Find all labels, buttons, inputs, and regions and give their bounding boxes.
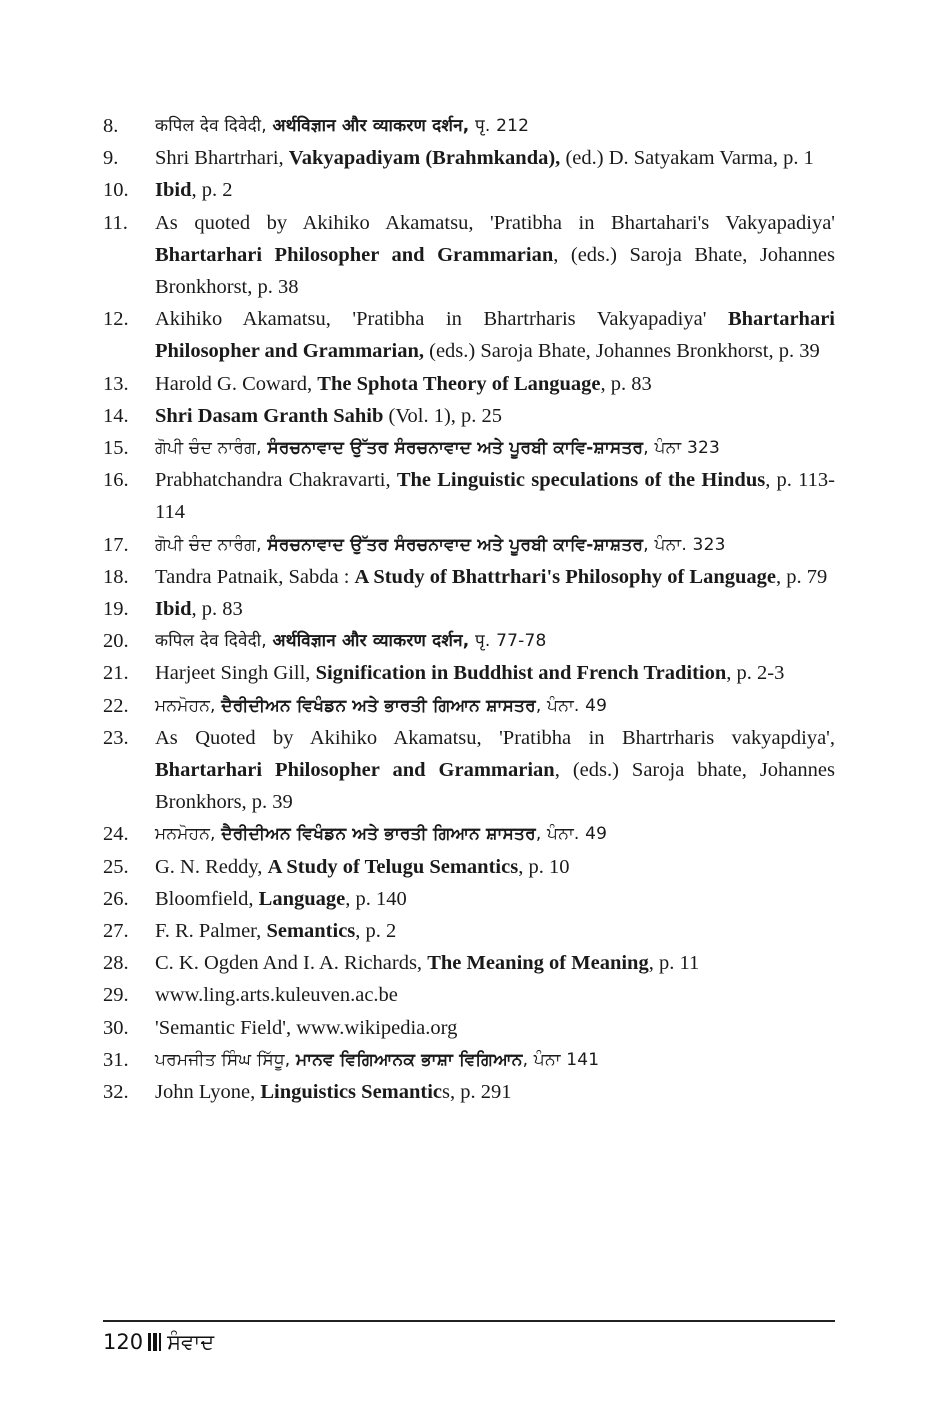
endnote-title: Ibid <box>155 598 192 621</box>
endnote-number: 8. <box>103 115 119 137</box>
endnote-title: A Study of Bhattrhari's Philosophy of Language <box>354 565 777 588</box>
endnote-number: 30. <box>103 1016 129 1039</box>
endnote-text <box>155 1012 835 1044</box>
endnote-number: 31. <box>103 1048 129 1071</box>
endnote-author: ਮਨਮੋਹਨ, <box>155 824 222 845</box>
endnote-reference: , ਪੰਨਾ. 323 <box>643 534 726 555</box>
endnote-title: Vakyapadiyam (Brahmkanda), <box>288 147 561 170</box>
endnote-item <box>103 593 835 625</box>
endnote-text <box>155 110 835 142</box>
endnote-author: ਪਰਮਜੀਤ ਸਿੰਘ ਸਿੱਧੂ, <box>155 1049 296 1070</box>
endnote-number: 27. <box>103 920 129 943</box>
endnote-author: 'Semantic Field', www.wikipedia.org <box>155 1016 458 1039</box>
endnote-number: 17. <box>103 533 129 556</box>
endnote-text <box>155 947 835 979</box>
endnote-author: Akihiko Akamatsu, 'Pratibha in Bhartrharis Vakyapadiya' <box>155 308 728 331</box>
endnote-title: Ibid <box>155 179 192 202</box>
endnote-title: अर्थविज्ञान और व्याकरण दर्शन, <box>272 631 470 652</box>
endnote-number: 13. <box>103 372 129 395</box>
endnote-number: 9. <box>103 147 119 170</box>
endnote-author: John Lyone, <box>155 1081 261 1104</box>
endnote-title: The Sphota Theory of Language <box>317 372 601 395</box>
endnote-reference: , ਪੰਨਾ. 49 <box>535 695 608 716</box>
endnote-author: ਮਨਮੋਹਨ, <box>155 695 222 716</box>
endnote-reference: s, p. 291 <box>442 1081 512 1104</box>
endnote-text <box>155 400 835 432</box>
endnote-reference: , p. 10 <box>518 855 570 878</box>
endnote-text <box>155 1076 835 1108</box>
endnote-reference: , p. 79 <box>776 565 828 588</box>
endnote-item <box>103 625 835 657</box>
endnote-text <box>155 432 835 464</box>
endnote-reference: , p. 11 <box>648 952 700 975</box>
endnote-item <box>103 432 835 464</box>
endnote-item <box>103 818 835 850</box>
endnote-title: The Linguistic speculations of the Hindus <box>396 469 766 492</box>
endnote-text <box>155 722 835 819</box>
endnote-title: अर्थविज्ञान और व्याकरण दर्शन, <box>272 116 470 136</box>
endnote-text <box>155 561 835 593</box>
endnote-text <box>155 883 835 915</box>
page-footer <box>103 1327 214 1357</box>
endnote-item <box>103 110 835 142</box>
endnote-item <box>103 142 835 174</box>
endnote-item <box>103 174 835 206</box>
endnote-item <box>103 1044 835 1076</box>
endnote-title: Bhartarhari Philosopher and Grammarian <box>155 759 555 782</box>
endnote-reference: (eds.) Saroja Bhate, Johannes Bronkhorst, p. 39 <box>424 340 820 363</box>
endnote-author: As Quoted by Akihiko Akamatsu, 'Pratibha in Bhartrharis vakyapdiya', <box>155 726 835 749</box>
endnote-item <box>103 979 835 1011</box>
endnote-item <box>103 851 835 883</box>
endnote-author: Tandra Patnaik, Sabda : <box>155 565 355 588</box>
endnote-item <box>103 400 835 432</box>
endnote-text <box>155 690 835 722</box>
endnote-number: 28. <box>103 952 129 975</box>
endnote-author: Prabhatchandra Chakravarti, <box>155 469 397 492</box>
endnote-text <box>155 142 835 174</box>
endnote-number: 15. <box>103 437 129 460</box>
endnote-number: 23. <box>103 726 129 749</box>
endnote-reference: , p. 2 <box>191 179 233 202</box>
separator-bars-icon <box>148 1333 161 1351</box>
endnote-author: Harold G. Coward, <box>155 372 318 395</box>
endnote-author: ਗੋਪੀ ਚੰਦ ਨਾਰੰਗ, <box>155 534 268 555</box>
endnote-reference: पृ. 212 <box>469 116 530 136</box>
endnote-text <box>155 303 835 367</box>
endnote-author: C. K. Ogden And I. A. Richards, <box>155 952 428 975</box>
endnote-number: 22. <box>103 694 129 717</box>
endnote-item <box>103 1076 835 1108</box>
endnote-number: 20. <box>103 630 129 653</box>
endnote-title: ਸੰਰਚਨਾਵਾਦ ਉੱਤਰ ਸੰਰਚਨਾਵਾਦ ਅਤੇ ਪੂਰਬੀ ਕਾਵਿ-ਸ਼ਾਸਤਰ <box>267 438 644 459</box>
endnote-reference: , p. 83 <box>191 598 243 621</box>
endnote-number: 32. <box>103 1081 129 1104</box>
endnote-author: कपिल देव दिवेदी, <box>155 116 273 136</box>
journal-title: ਸੰਵਾਦ <box>167 1329 215 1354</box>
endnote-reference: (ed.) D. Satyakam Varma, p. 1 <box>560 147 814 170</box>
endnote-title: Signification in Buddhist and French Tradition <box>315 662 727 685</box>
endnote-item <box>103 657 835 689</box>
endnote-text <box>155 593 835 625</box>
endnote-text <box>155 625 835 657</box>
endnote-reference: पृ. 77-78 <box>469 631 547 652</box>
endnote-text <box>155 368 835 400</box>
endnote-reference: , p. 83 <box>600 372 652 395</box>
endnote-title: ਦੈਰੀਦੀਅਨ ਵਿਖੰਡਨ ਅਤੇ ਭਾਰਤੀ ਗਿਆਨ ਸ਼ਾਸਤਰ <box>221 695 536 716</box>
endnote-reference: , (eds.) Saroja bhate, Johannes Bronkhors, p. 39 <box>155 759 835 814</box>
endnote-number: 18. <box>103 565 129 588</box>
endnote-number: 19. <box>103 598 129 621</box>
endnote-reference: (Vol. 1), p. 25 <box>383 404 503 427</box>
endnote-item <box>103 303 835 367</box>
endnote-reference: , p. 113-114 <box>155 469 835 524</box>
endnote-item <box>103 690 835 722</box>
endnote-item <box>103 561 835 593</box>
endnote-number: 25. <box>103 855 129 878</box>
endnote-author: कपिल देव दिवेदी, <box>155 631 273 652</box>
endnote-title: ਸੰਰਚਨਾਵਾਦ ਉੱਤਰ ਸੰਰਚਨਾਵਾਦ ਅਤੇ ਪੂਰਬੀ ਕਾਵਿ-ਸ਼ਾਸ਼ਤਰ <box>267 534 644 555</box>
endnote-reference: , ਪੰਨਾ 323 <box>643 438 720 459</box>
endnote-title: ਦੈਰੀਦੀਅਨ ਵਿਖੰਡਨ ਅਤੇ ਭਾਰਤੀ ਗਿਆਨ ਸ਼ਾਸਤਰ <box>221 824 536 845</box>
endnote-number: 12. <box>103 308 129 331</box>
endnote-title: Bhartarhari Philosopher and Grammarian <box>155 243 554 266</box>
endnote-number: 11. <box>103 211 128 234</box>
endnote-item <box>103 529 835 561</box>
endnote-item <box>103 1012 835 1044</box>
endnote-author: F. R. Palmer, <box>155 920 267 943</box>
endnote-item <box>103 368 835 400</box>
endnote-title: A Study of Telugu Semantics <box>267 855 519 878</box>
endnote-text <box>155 207 835 304</box>
endnote-title: Bhartarhari Philosopher and Grammarian, <box>155 308 835 363</box>
endnote-reference: , p. 140 <box>345 887 407 910</box>
endnote-number: 29. <box>103 984 129 1007</box>
endnote-title: The Meaning of Meaning <box>427 952 649 975</box>
endnote-item <box>103 947 835 979</box>
endnote-number: 21. <box>103 662 129 685</box>
endnote-text <box>155 529 835 561</box>
endnote-title: ਮਾਨਵ ਵਿਗਿਆਨਕ ਭਾਸ਼ਾ ਵਿਗਿਆਨ <box>295 1049 523 1070</box>
endnote-text <box>155 174 835 206</box>
endnote-text <box>155 979 835 1011</box>
endnote-author: Shri Bhartrhari, <box>155 147 289 170</box>
endnote-text <box>155 915 835 947</box>
endnote-title: Linguistics Semantic <box>260 1081 443 1104</box>
endnote-title: Shri Dasam Granth Sahib <box>155 404 384 427</box>
endnote-number: 14. <box>103 404 129 427</box>
endnote-text <box>155 851 835 883</box>
endnote-item <box>103 915 835 947</box>
endnote-reference: , ਪੰਨਾ 141 <box>522 1049 600 1070</box>
page-number: 120 <box>103 1330 144 1354</box>
endnote-text <box>155 464 835 528</box>
endnote-item <box>103 883 835 915</box>
endnote-reference: , (eds.) Saroja Bhate, Johannes Bronkhorst, p. 38 <box>155 243 835 299</box>
endnotes-list <box>103 110 835 1108</box>
endnote-item <box>103 207 835 304</box>
endnote-number: 26. <box>103 887 129 910</box>
endnote-author: Bloomfield, <box>155 887 259 910</box>
endnote-author: G. N. Reddy, <box>155 855 268 878</box>
endnote-author: ਗੋਪੀ ਚੰਦ ਨਾਰੰਗ, <box>155 438 268 459</box>
endnote-title: Language <box>258 887 346 910</box>
endnote-number: 10. <box>103 179 129 202</box>
endnote-author: As quoted by Akihiko Akamatsu, 'Pratibha in Bhartahari's Vakyapadiya' <box>155 211 835 234</box>
endnote-number: 16. <box>103 469 129 492</box>
endnote-item <box>103 722 835 819</box>
endnote-text <box>155 818 835 850</box>
endnote-number: 24. <box>103 823 129 846</box>
endnote-text <box>155 657 835 689</box>
endnote-author: Harjeet Singh Gill, <box>155 662 316 685</box>
endnote-reference: , p. 2-3 <box>726 662 785 685</box>
endnote-title: Semantics <box>266 920 356 943</box>
endnote-text <box>155 1044 835 1076</box>
endnote-item <box>103 464 835 528</box>
footer-rule <box>103 1320 835 1322</box>
endnote-author: www.ling.arts.kuleuven.ac.be <box>155 984 398 1007</box>
endnote-reference: , ਪੰਨਾ. 49 <box>535 824 608 845</box>
endnote-reference: , p. 2 <box>355 920 397 943</box>
